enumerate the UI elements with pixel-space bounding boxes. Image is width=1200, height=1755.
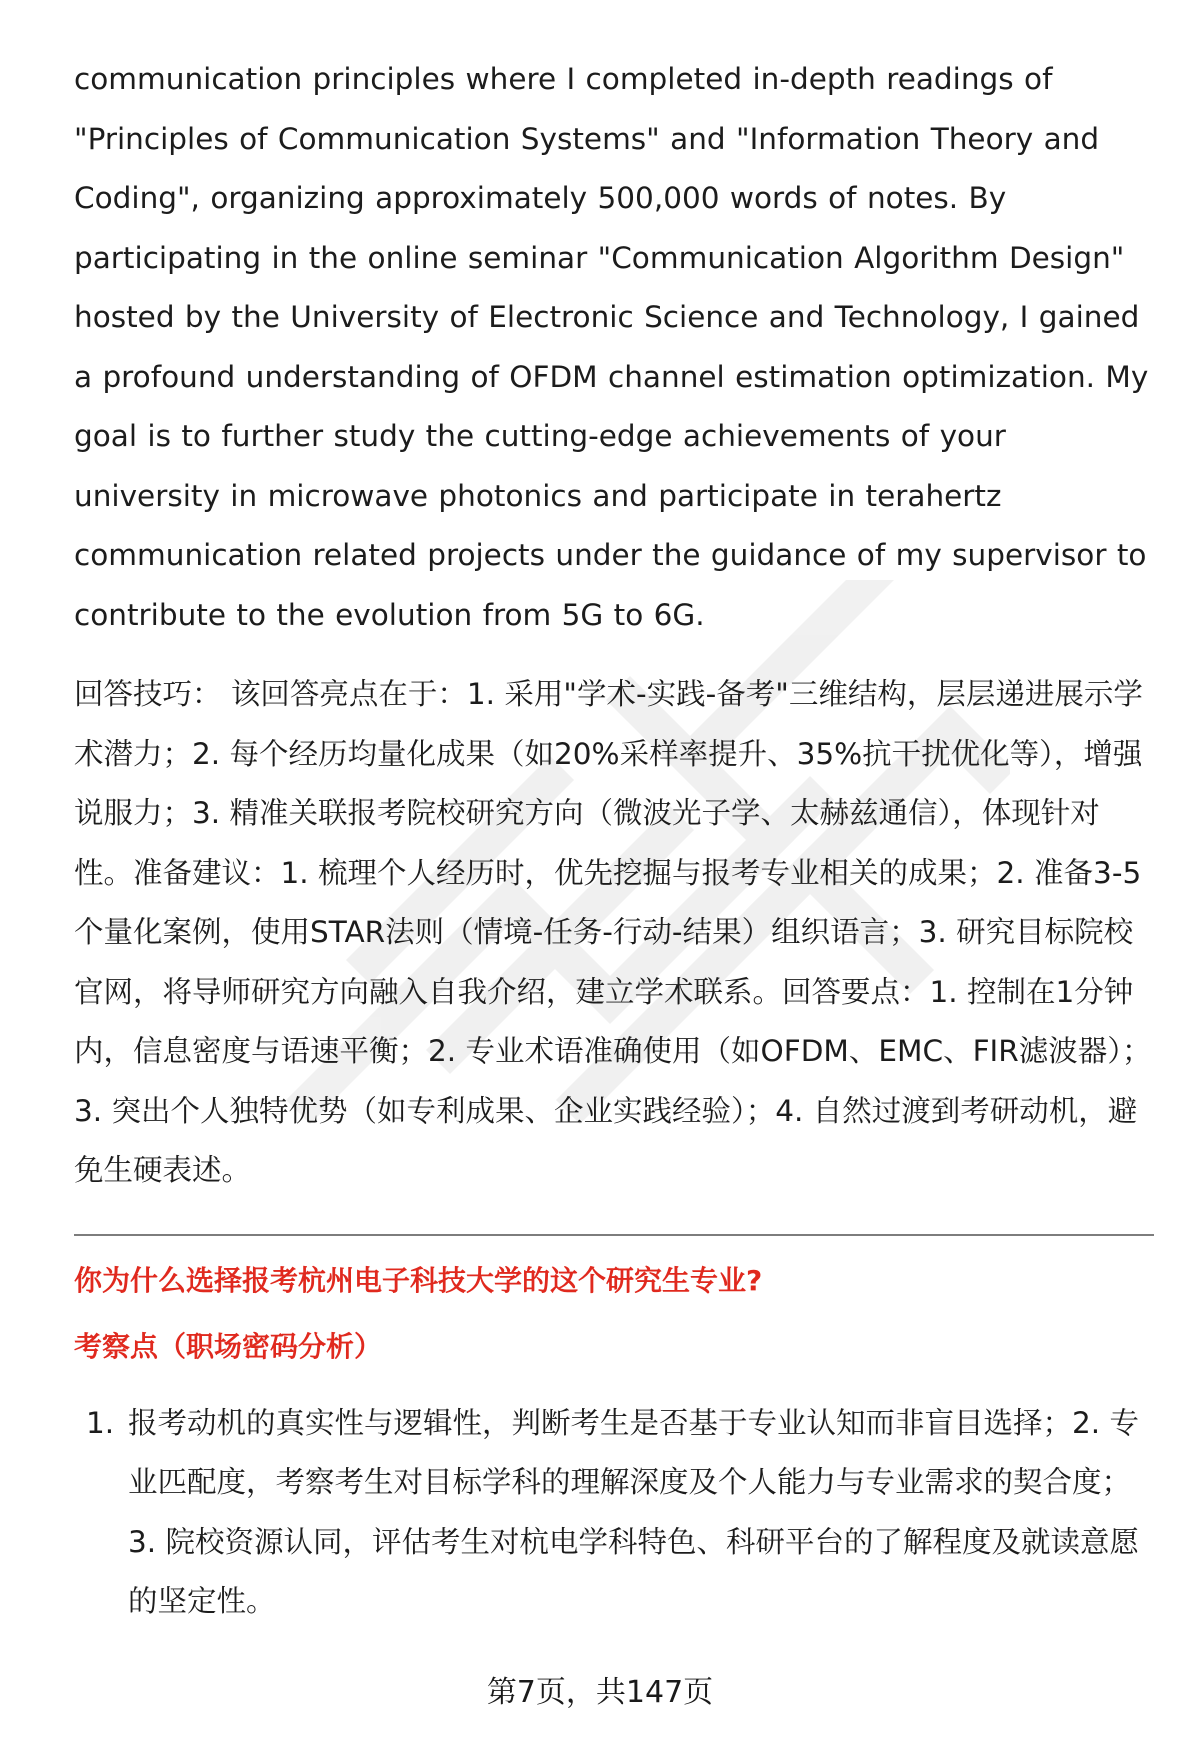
assessment-points-heading: 考察点（职场密码分析） (74, 1329, 383, 1363)
question-heading: 你为什么选择报考杭州电子科技大学的这个研究生专业? (74, 1263, 763, 1297)
answer-paragraph: communication principles where I completed in-depth readings of "Principles of Communication Systems" and "Information Theory and Coding", organizing approximately 500,000 words of notes. By participating in the online seminar "Communication Algorithm Design" hosted by the University of Electronic Science and Technology, I gained a profound understanding of OFDM channel estimation optimization. My goal is to further study the cutting-edge achievements of your university in microwave photonics and participate in terahertz communication related projects under the guidance of my supervisor to contribute to the evolution from 5G to 6G. (74, 62, 1149, 632)
list-item-text: 报考动机的真实性与逻辑性，判断考生是否基于专业认知而非盲目选择；2. 专业匹配度，考察考生对目标学科的理解深度及个人能力与专业需求的契合度；3. 院校资源认同，评估考生对杭电学科特色、科研平台的了解程度及就读意愿的坚定性。 (128, 1405, 1140, 1618)
list-item (74, 1394, 1154, 1632)
section-divider (74, 1234, 1154, 1236)
content-area (74, 50, 1154, 1632)
assessment-points-list (74, 1394, 1154, 1632)
list-item-number: 1. (86, 1405, 115, 1440)
answer-tips-paragraph: 回答技巧： 该回答亮点在于：1. 采用"学术-实践-备考"三维结构，层层递进展示学术潜力；2. 每个经历均量化成果（如20%采样率提升、35%抗干扰优化等），增强说服力；3. 精准关联报考院校研究方向（微波光子学、太赫兹通信），体现针对性。准备建议：1. 梳理个人经历时，优先挖掘与报考专业相关的成果；2. 准备3-5个量化案例，使用STAR法则（情境-任务-行动-结果）组织语言；3. 研究目标院校官网，将导师研究方向融入自我介绍，建立学术联系。回答要点：1. 控制在1分钟内，信息密度与语速平衡；2. 专业术语准确使用（如OFDM、EMC、FIR滤波器）；3. 突出个人独特优势（如专利成果、企业实践经验）；4. 自然过渡到考研动机，避免生硬表述。 (74, 677, 1152, 1187)
page-number-footer: 第7页，共147页 (486, 1675, 714, 1710)
